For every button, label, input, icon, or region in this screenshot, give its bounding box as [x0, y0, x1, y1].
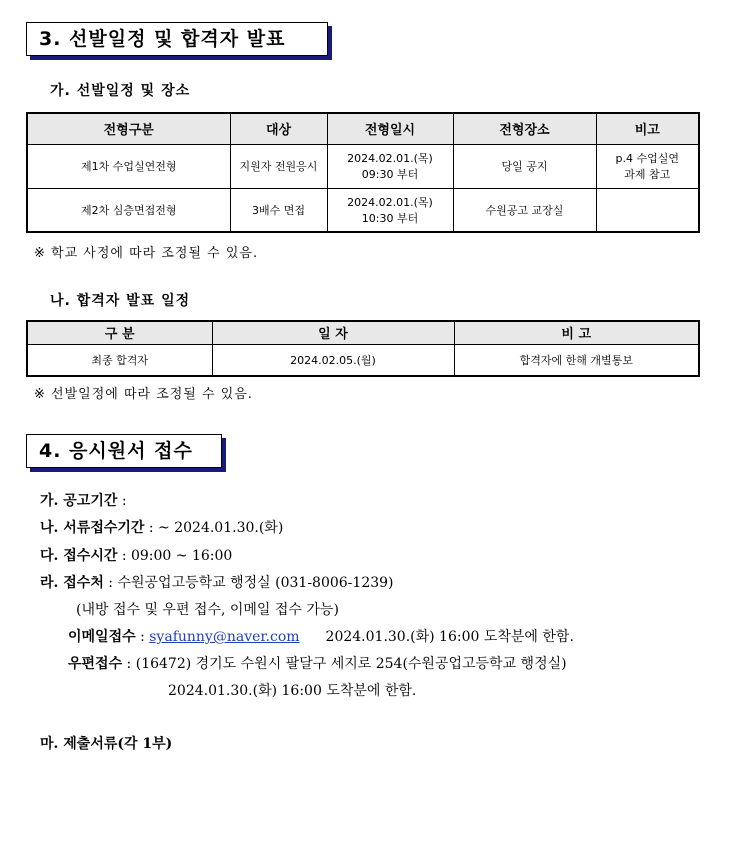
- document-period-line: [40, 517, 283, 537]
- reception-place-label: 라. 접수처: [40, 575, 104, 591]
- email-label: 이메일접수: [68, 629, 136, 645]
- post-line: [68, 653, 567, 673]
- document-period-value: : ~ 2024.01.30.(화): [144, 520, 284, 536]
- reception-time-label: 다. 접수시간: [40, 548, 118, 564]
- posting-period-value: :: [117, 493, 127, 509]
- post-deadline: 2024.01.30.(화) 16:00 도착분에 한함.: [168, 683, 417, 699]
- header-remark: 비고: [596, 113, 699, 144]
- remark-line-1: p.4 수업실연: [615, 152, 679, 165]
- note-announcement: ※ 선발일정에 따라 조정될 수 있음.: [34, 387, 253, 402]
- header-place: 전형장소: [453, 113, 596, 144]
- reception-place-line: [40, 572, 394, 592]
- cell-target: 지원자 전원응시: [230, 144, 327, 188]
- time-line: 09:30 부터: [361, 168, 419, 181]
- cell-date: 2024.02.05.(월): [212, 344, 454, 376]
- note-schedule: ※ 학교 사정에 따라 조정될 수 있음.: [34, 246, 259, 261]
- reception-place-value: : 수원공업고등학교 행정실 (031-8006-1239): [103, 575, 394, 591]
- posting-period-label: 가. 공고기간: [40, 493, 118, 509]
- subsection-a-heading: 가. 선발일정 및 장소: [50, 83, 191, 99]
- date-line: 2024.02.01.(목): [347, 152, 433, 165]
- cell-type: 제2차 심층면접전형: [27, 188, 230, 232]
- header-remark: 비 고: [454, 321, 699, 344]
- cell-category: 최종 합격자: [27, 344, 212, 376]
- time-line: 10:30 부터: [361, 211, 419, 225]
- cell-target: 3배수 면접: [230, 188, 327, 232]
- table-row: [27, 188, 699, 232]
- section-4-title: 4. 응시원서 접수: [26, 434, 222, 468]
- cell-datetime: [327, 188, 453, 232]
- reception-methods: (내방 접수 및 우편 접수, 이메일 접수 가능): [76, 602, 339, 618]
- document-period-label: 나. 서류접수기간: [40, 520, 145, 536]
- email-line: [68, 626, 574, 646]
- post-label: 우편접수: [68, 656, 123, 672]
- table-row: [27, 344, 699, 376]
- cell-datetime: [327, 144, 453, 188]
- reception-time-line: [40, 545, 232, 565]
- email-deadline: 2024.01.30.(화) 16:00 도착분에 한함.: [325, 629, 574, 645]
- email-link[interactable]: syafunny@naver.com: [149, 629, 300, 645]
- selection-schedule-table: [26, 112, 700, 233]
- post-address: : (16472) 경기도 수원시 팔달구 세지로 254(수원공업고등학교 행정실): [122, 656, 567, 672]
- header-date: 일 자: [212, 321, 454, 344]
- header-type: 전형구분: [27, 113, 230, 144]
- required-documents-heading: 마. 제출서류(각 1부): [40, 736, 173, 752]
- cell-place: 당일 공지: [453, 144, 596, 188]
- cell-type: 제1차 수업실연전형: [27, 144, 230, 188]
- reception-time-value: : 09:00 ~ 16:00: [117, 548, 233, 564]
- table-row: [27, 144, 699, 188]
- remark-line-2: 과제 참고: [624, 168, 671, 181]
- cell-remark: [596, 144, 699, 188]
- subsection-b-heading: 나. 합격자 발표 일정: [50, 293, 191, 309]
- header-target: 대상: [230, 113, 327, 144]
- announcement-table: [26, 320, 700, 377]
- posting-period-line: [40, 490, 127, 510]
- email-separator: :: [135, 629, 150, 645]
- cell-place: 수원공고 교장실: [453, 188, 596, 232]
- header-category: 구 분: [27, 321, 212, 344]
- cell-remark: 합격자에 한해 개별통보: [454, 344, 699, 376]
- cell-remark: [596, 188, 699, 232]
- date-line: 2024.02.01.(목): [347, 195, 433, 209]
- section-3-title: 3. 선발일정 및 합격자 발표: [26, 22, 328, 56]
- header-datetime: 전형일시: [327, 113, 453, 144]
